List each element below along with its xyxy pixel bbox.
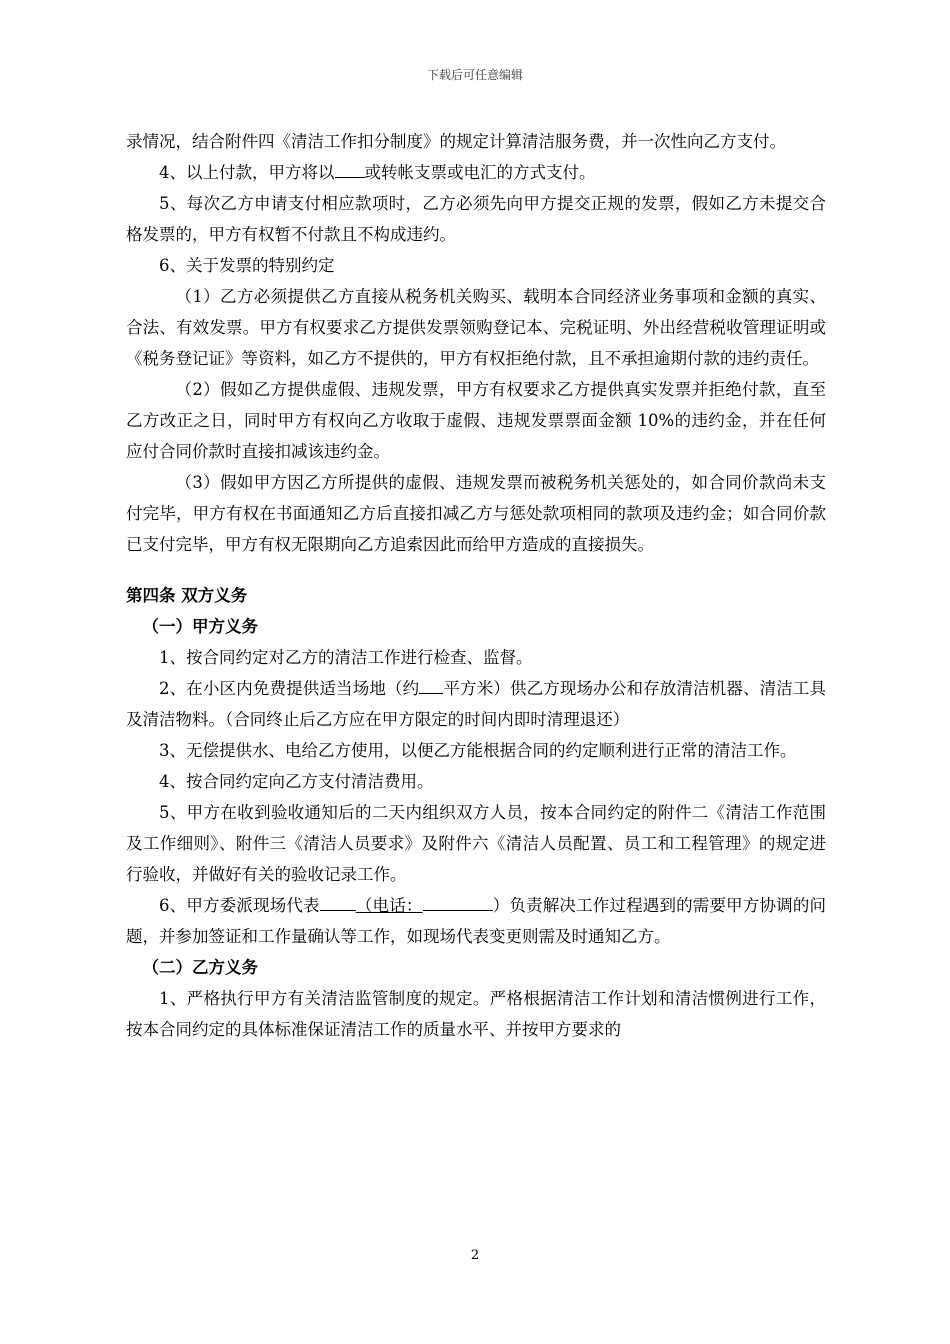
section-heading: （二）乙方义务 [142,958,258,977]
paragraph-text: ）负责解决工作过程遇到的需要甲方协调的问题，并参加签证和工作量确认等工作，如现场代表变更则需及时通知乙方。 [126,896,827,946]
article-heading: 第四条 双方义务 [126,586,248,605]
fill-blank [423,892,493,911]
page-number: 2 [470,1248,480,1263]
paragraph-text: 平方米）供乙方现场办公和存放清洁机器、清洁工具及清洁物料。（合同终止后乙方应在甲方限定的时间内即时清理退还） [126,679,827,729]
paragraph: 3、无偿提供水、电给乙方使用，以便乙方能根据合同的约定顺利进行正常的清洁工作。 [159,741,797,760]
paragraph-site-representative [126,890,826,952]
paragraph-text: 2、在小区内免费提供适当场地（约 [159,679,420,698]
paragraph: 6、关于发票的特别约定 [159,256,335,275]
paragraph: 5、甲方在收到验收通知后的二天内组织双方人员，按本合同约定的附件二《清洁工作范围及工作细则》、附件三《清洁人员要求》及附件六《清洁人员配置、员工和工程管理》的规定进行验收，并做好有关的验收记录工作。 [126,803,826,884]
paragraph-payment-method [126,157,826,188]
paragraph: 1、按合同约定对乙方的清洁工作进行检查、监督。 [159,648,533,667]
paragraph-text: 或转帐支票或电汇的方式支付。 [364,163,596,182]
paragraph: （1）乙方必须提供乙方直接从税务机关购买、载明本合同经济业务事项和金额的真实、合法、有效发票。甲方有权要求乙方提供发票领购登记本、完税证明、外出经营税收管理证明或《税务登记证》等资料，如乙方不提供的，甲方有权拒绝付款，且不承担逾期付款的违约责任。 [126,287,826,368]
paragraph: 5、每次乙方申请支付相应款项时，乙方必须先向甲方提交正规的发票，假如乙方未提交合格发票的，甲方有权暂不付款且不构成违约。 [126,194,826,244]
document-body [126,126,826,1045]
header-note: 下载后可任意编辑 [426,68,523,82]
paragraph: 4、按合同约定向乙方支付清洁费用。 [159,772,434,791]
paragraph: （2）假如乙方提供虚假、违规发票，甲方有权要求乙方提供真实发票并拒绝付款，直至乙方改正之日，同时甲方有权向乙方收取于虚假、违规发票票面金额 10%的违约金，并在任何应付合同价款时直接扣减该违约金。 [126,380,826,461]
fill-blank [335,159,365,178]
paragraph-text: （电话： [355,896,423,915]
paragraph: 录情况，结合附件四《清洁工作扣分制度》的规定计算清洁服务费，并一次性向乙方支付。 [126,132,786,151]
paragraph-site-area [126,673,826,735]
paragraph: （3）假如甲方因乙方所提供的虚假、违规发票而被税务机关惩处的，如合同价款尚未支付完毕，甲方有权在书面通知乙方后直接扣减乙方与惩处款项相同的款项及违约金；如合同价款已支付完毕，甲方有权无限期向乙方追索因此而给甲方造成的直接损失。 [126,473,826,554]
paragraph: 1、严格执行甲方有关清洁监管制度的规定。严格根据清洁工作计划和清洁惯例进行工作，按本合同约定的具体标准保证清洁工作的质量水平、并按甲方要求的 [126,989,826,1039]
paragraph-text: 4、以上付款，甲方将以 [159,163,335,182]
paragraph-text: 6、甲方委派现场代表 [159,896,320,915]
fill-blank [320,892,356,911]
section-heading: （一）甲方义务 [142,617,258,636]
fill-blank [419,675,443,694]
